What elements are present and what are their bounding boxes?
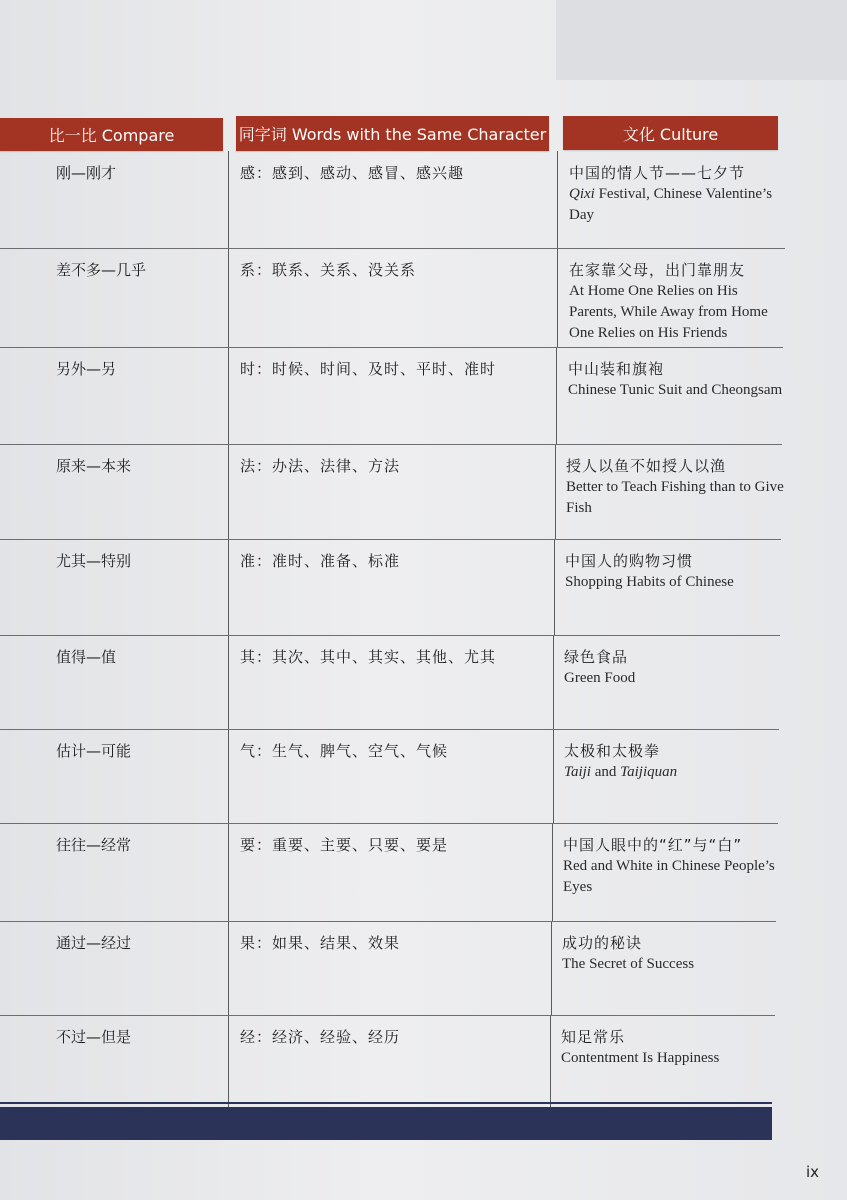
culture-title-en-part: Better to Teach Fishing than to Give Fish (566, 479, 784, 516)
culture-title-en-part: The Secret of Success (562, 956, 695, 972)
culture-title-en (566, 477, 786, 519)
column-divider (556, 347, 557, 444)
culture-cell (564, 741, 784, 783)
words-cell: 时：时候、时间、及时、平时、准时 (240, 360, 497, 378)
compare-cell: 不过—但是 (56, 1028, 132, 1046)
words-cell: 要：重要、主要、只要、要是 (240, 836, 449, 854)
culture-title-en-part: Green Food (564, 670, 636, 686)
culture-title-en-part: Contentment Is Happiness (561, 1050, 720, 1066)
page-number: ix (806, 1163, 820, 1181)
culture-cell (569, 260, 789, 344)
culture-title-en-part: Red and White in Chinese People’s Eyes (563, 858, 775, 895)
words-cell: 气：生气、脾气、空气、气候 (240, 742, 449, 760)
culture-title-zh: 太极和太极拳 (564, 742, 661, 760)
culture-title-en-part: Qixi (569, 186, 595, 202)
footer-rule (0, 1102, 772, 1104)
words-cell: 准：准时、准备、标准 (240, 552, 401, 570)
culture-title-en-part: and (590, 764, 621, 780)
row-divider (0, 539, 781, 540)
row-divider (0, 248, 785, 249)
words-cell: 系：联系、关系、没关系 (240, 261, 417, 279)
culture-title-zh: 中国人眼中的“红”与“白” (563, 836, 743, 854)
words-cell: 经：经济、经验、经历 (240, 1028, 401, 1046)
culture-title-en (564, 762, 784, 783)
compare-cell: 原来—本来 (56, 457, 132, 475)
compare-cell: 估计—可能 (56, 742, 132, 760)
header-words: 同字词 Words with the Same Character (236, 116, 549, 151)
culture-title-en-part: Taiji (564, 764, 591, 780)
column-divider (555, 444, 556, 539)
column-divider (557, 151, 558, 248)
footer-band (0, 1107, 772, 1140)
row-divider (0, 823, 778, 824)
culture-title-zh: 中国人的购物习惯 (565, 552, 694, 570)
compare-cell: 尤其—特别 (56, 552, 132, 570)
culture-cell (566, 456, 786, 519)
culture-cell (562, 933, 782, 975)
words-cell: 法：办法、法律、方法 (240, 457, 401, 475)
culture-title-en-part: Shopping Habits of Chinese (565, 574, 734, 590)
culture-title-en (565, 572, 785, 593)
culture-title-zh: 在家靠父母，出门靠朋友 (569, 261, 746, 279)
culture-cell (563, 835, 783, 898)
row-divider (0, 635, 780, 636)
culture-title-zh: 成功的秘诀 (562, 934, 643, 952)
column-divider (552, 823, 553, 921)
compare-cell: 另外—另 (56, 360, 117, 378)
culture-title-en (568, 380, 788, 401)
compare-cell: 差不多—几乎 (56, 261, 147, 279)
culture-cell (565, 551, 785, 593)
culture-title-en (561, 1048, 781, 1069)
culture-cell (569, 163, 789, 226)
culture-title-zh: 绿色食品 (564, 648, 629, 666)
row-divider (0, 1015, 775, 1016)
compare-cell: 值得—值 (56, 648, 117, 666)
culture-title-en-part: Taijiquan (620, 764, 678, 780)
row-divider (0, 347, 783, 348)
culture-title-en (564, 668, 784, 689)
header-culture: 文化 Culture (563, 116, 778, 150)
culture-title-en (563, 856, 783, 898)
column-divider (554, 539, 555, 635)
bleed-through-shadow (556, 0, 847, 80)
column-divider (228, 151, 229, 1108)
column-divider (553, 729, 554, 823)
column-divider (553, 635, 554, 729)
culture-title-en-part: At Home One Relies on His Parents, While Away from Home One Relies on His Friends (569, 283, 768, 341)
culture-title-zh: 中国的情人节——七夕节 (569, 164, 746, 182)
culture-cell (568, 359, 788, 401)
row-divider (0, 444, 782, 445)
culture-title-en (569, 184, 789, 226)
culture-title-zh: 授人以鱼不如授人以渔 (566, 457, 727, 475)
row-divider (0, 729, 779, 730)
compare-cell: 通过—经过 (56, 934, 132, 952)
compare-cell: 往往—经常 (56, 836, 132, 854)
row-divider (0, 921, 776, 922)
words-cell: 感：感到、感动、感冒、感兴趣 (240, 164, 465, 182)
culture-title-zh: 知足常乐 (561, 1028, 626, 1046)
culture-cell (564, 647, 784, 689)
culture-title-zh: 中山装和旗袍 (568, 360, 665, 378)
culture-cell (561, 1027, 781, 1069)
words-cell: 果：如果、结果、效果 (240, 934, 401, 952)
compare-cell: 刚—刚才 (56, 164, 117, 182)
culture-title-en (562, 954, 782, 975)
culture-title-en-part: Chinese Tunic Suit and Cheongsam (568, 382, 783, 398)
culture-title-en-part: Festival, Chinese Valentine’s Day (569, 186, 773, 223)
header-compare: 比一比 Compare (0, 118, 223, 151)
culture-title-en (569, 281, 789, 344)
words-cell: 其：其次、其中、其实、其他、尤其 (240, 648, 497, 666)
column-divider (557, 248, 558, 347)
